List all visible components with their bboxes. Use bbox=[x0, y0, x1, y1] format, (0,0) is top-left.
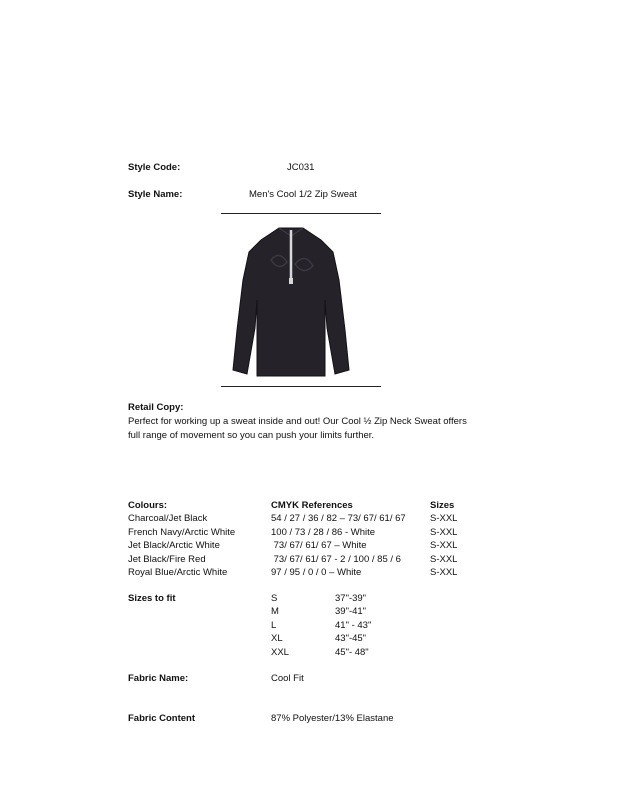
size-measure: 37"-39" bbox=[335, 593, 367, 604]
size-code: M bbox=[271, 606, 279, 617]
colour-name: Charcoal/Jet Black bbox=[128, 513, 208, 524]
fabric-content-label: Fabric Content bbox=[128, 713, 196, 724]
style-name-value: Men's Cool 1/2 Zip Sweat bbox=[249, 189, 357, 200]
size-measure: 41" - 43" bbox=[335, 620, 372, 631]
fabric-name-label: Fabric Name: bbox=[128, 673, 189, 684]
bottom-divider bbox=[221, 386, 381, 387]
size-range: S-XXL bbox=[430, 540, 458, 551]
cmyk-value: 100 / 73 / 28 / 86 - White bbox=[271, 527, 376, 538]
size-range: S-XXL bbox=[430, 554, 458, 565]
size-measure: 45"- 48" bbox=[335, 647, 369, 658]
size-range: S-XXL bbox=[430, 567, 458, 578]
size-range: S-XXL bbox=[430, 513, 458, 524]
size-measure: 39"-41" bbox=[335, 606, 367, 617]
colours-header: Colours: bbox=[128, 500, 168, 511]
colour-name: Royal Blue/Arctic White bbox=[128, 567, 228, 578]
size-code: S bbox=[271, 593, 278, 604]
colour-name: Jet Black/Arctic White bbox=[128, 540, 220, 551]
sizes-to-fit-label: Sizes to fit bbox=[128, 593, 176, 604]
sizes-header: Sizes bbox=[430, 500, 455, 511]
cmyk-value: 54 / 27 / 36 / 82 – 73/ 67/ 61/ 67 bbox=[271, 513, 406, 524]
size-code: L bbox=[271, 620, 277, 631]
colour-name: French Navy/Arctic White bbox=[128, 527, 236, 538]
style-code-label: Style Code: bbox=[128, 162, 181, 173]
cmyk-value: 97 / 95 / 0 / 0 – White bbox=[271, 567, 362, 578]
retail-copy-text: Perfect for working up a sweat inside and out! Our Cool ½ Zip Neck Sweat offers full range of movement so you can push your limits further. bbox=[128, 416, 467, 441]
size-code: XL bbox=[271, 633, 283, 644]
size-measure: 43"-45" bbox=[335, 633, 367, 644]
top-divider bbox=[221, 213, 381, 214]
zip-sweat-icon bbox=[221, 220, 361, 380]
style-code-value: JC031 bbox=[287, 162, 315, 173]
colour-name: Jet Black/Fire Red bbox=[128, 554, 206, 565]
fabric-name-value: Cool Fit bbox=[271, 673, 304, 684]
cmyk-value: 73/ 67/ 61/ 67 - 2 / 100 / 85 / 6 bbox=[271, 554, 401, 565]
fabric-content-value: 87% Polyester/13% Elastane bbox=[271, 713, 394, 724]
style-name-label: Style Name: bbox=[128, 189, 183, 200]
cmyk-header: CMYK References bbox=[271, 500, 353, 511]
size-code: XXL bbox=[271, 647, 289, 658]
cmyk-value: 73/ 67/ 61/ 67 – White bbox=[271, 540, 367, 551]
retail-copy-label: Retail Copy: bbox=[128, 402, 184, 413]
size-range: S-XXL bbox=[430, 527, 458, 538]
